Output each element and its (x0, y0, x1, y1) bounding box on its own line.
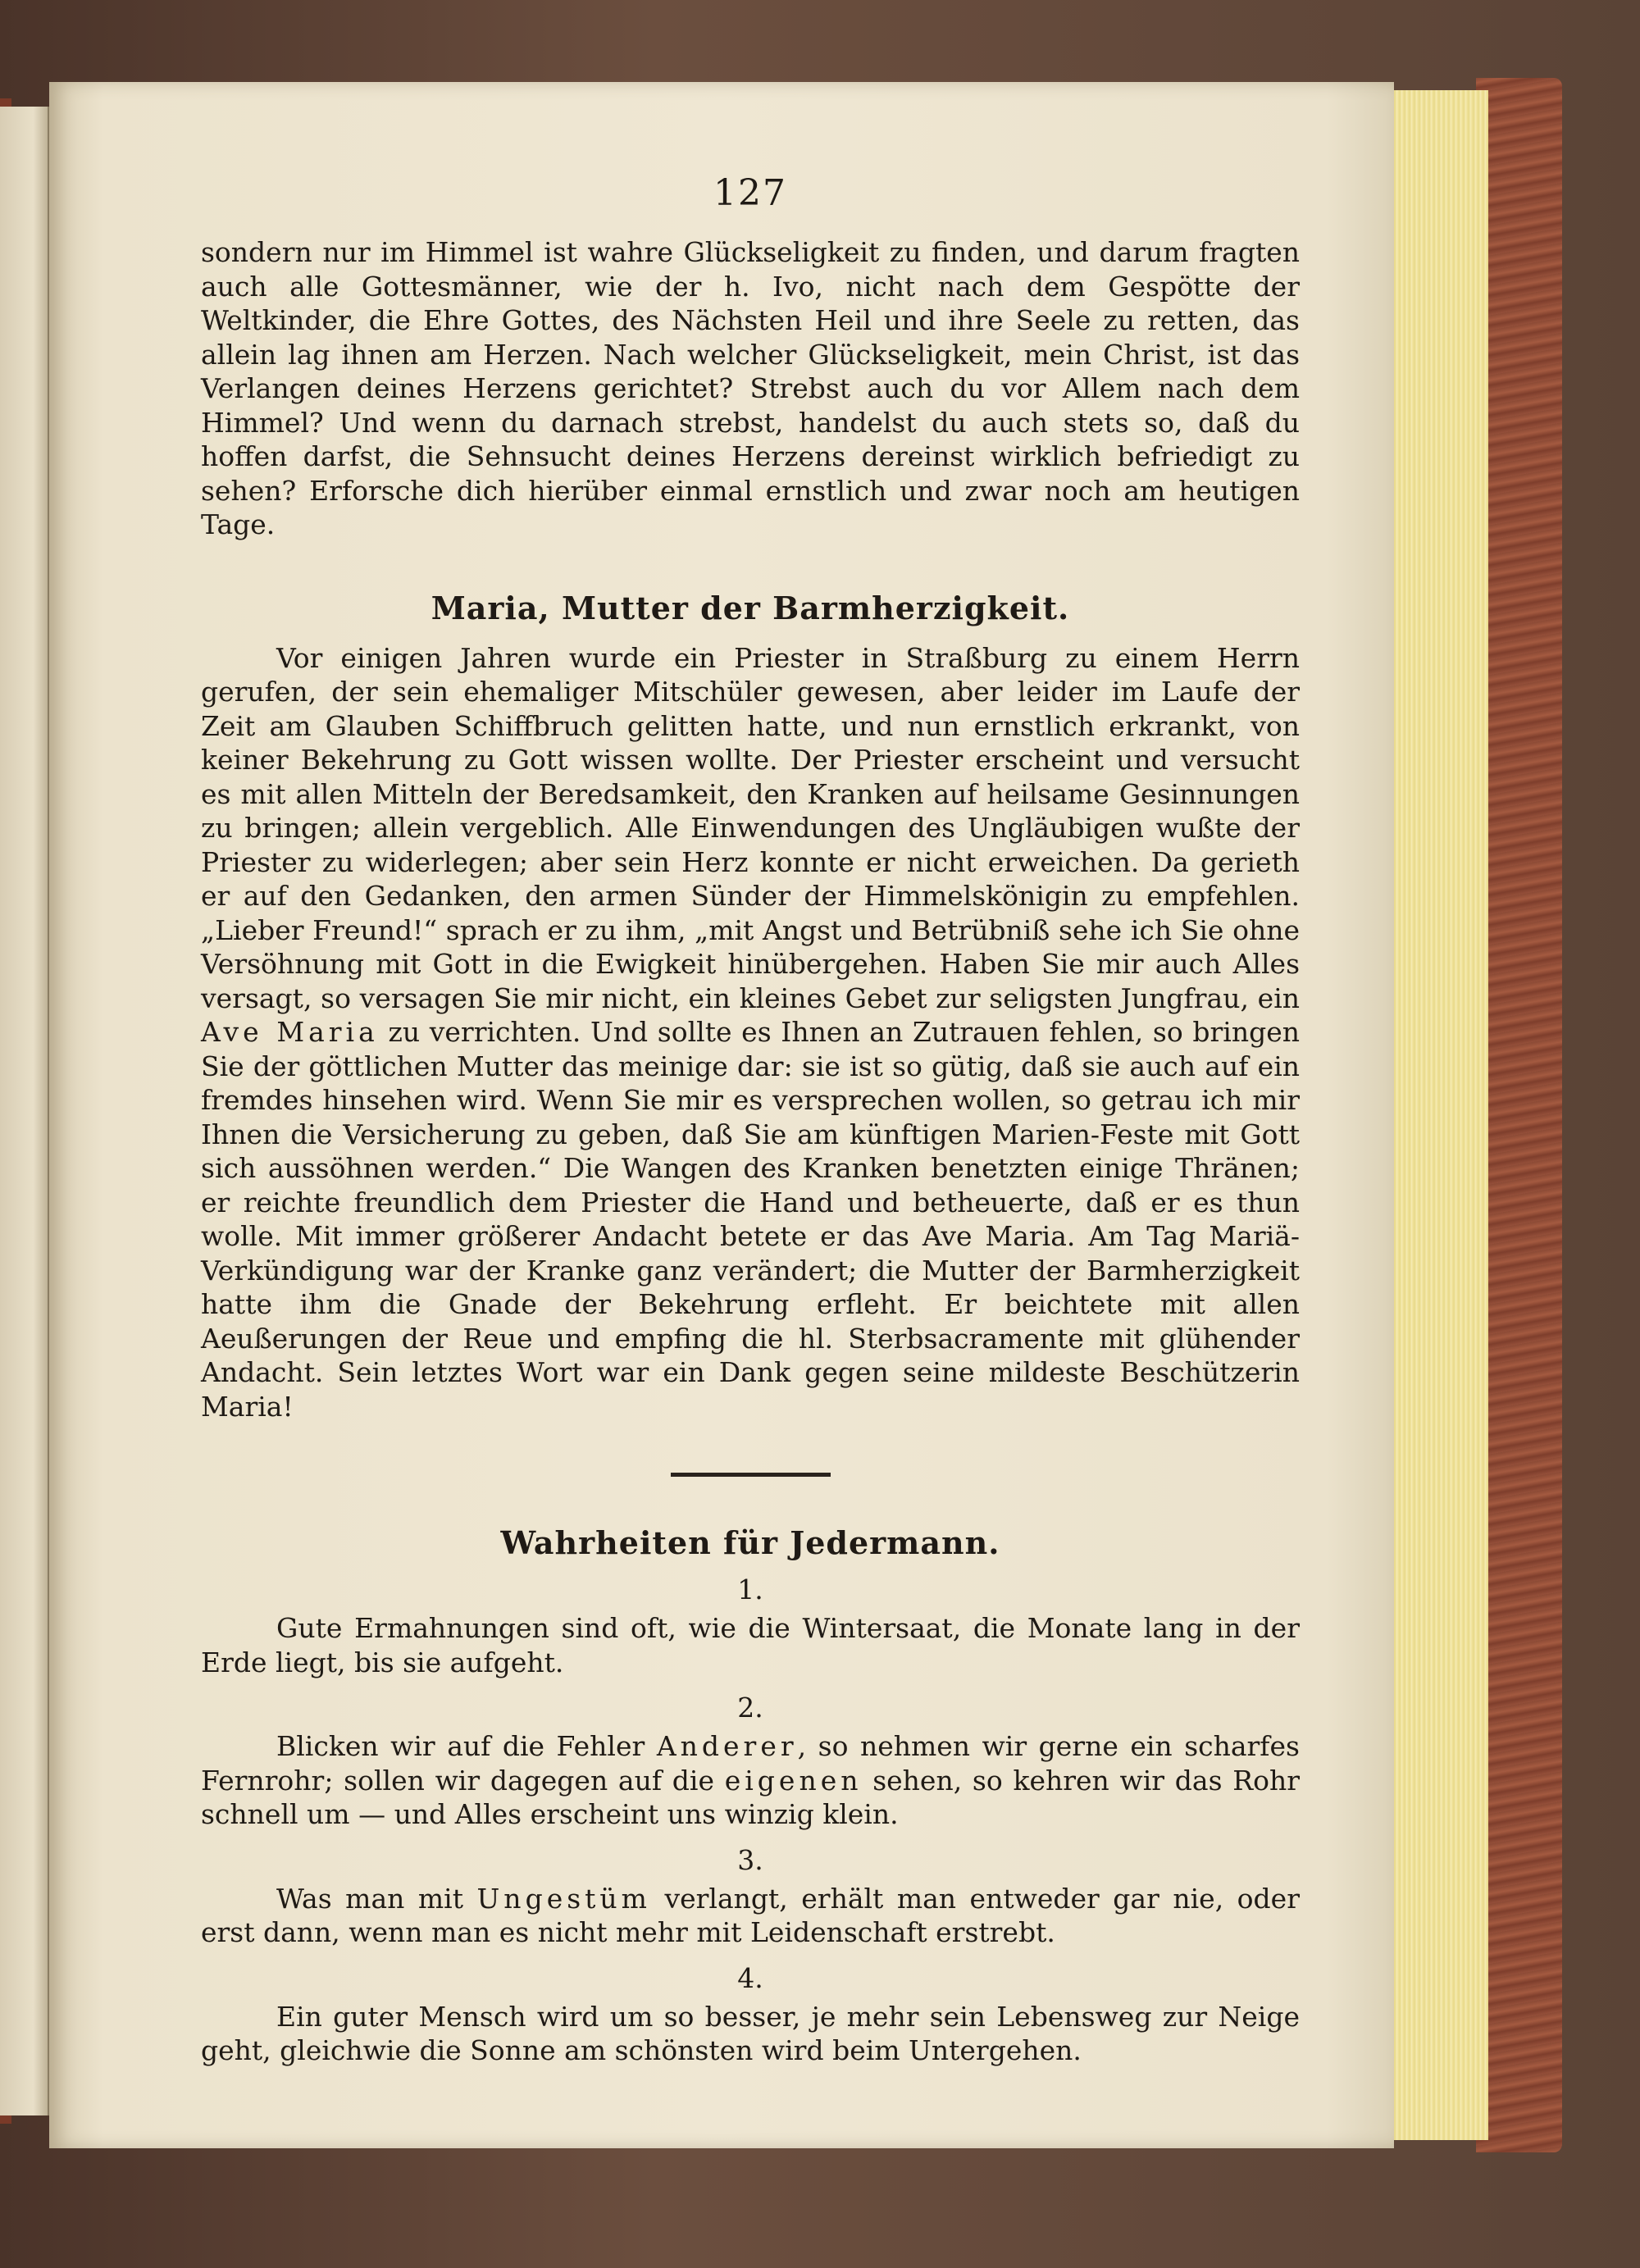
section-title-wahrheiten: Wahrheiten für Jedermann. (500, 1524, 1000, 1561)
truth-2-spaced-b: eigenen (724, 1764, 863, 1797)
section-title-maria: Maria, Mutter der Barmherzigkeit. (430, 589, 1070, 626)
truth-3-text-b: verlangt, erhält man entweder gar nie, oder erst dann, wenn man es nicht mehr mit Leidenschaft erstrebt. (201, 1882, 1300, 1948)
book-cover-right (1476, 78, 1562, 2152)
maria-paragraph (201, 641, 1300, 1424)
book-page (49, 82, 1394, 2148)
left-page-edge (0, 107, 49, 2115)
page-content (201, 172, 1300, 2140)
ave-maria-spaced: Ave Maria (201, 1016, 379, 1048)
intro-paragraph: sondern nur im Himmel ist wahre Glückseligkeit zu finden, und darum fragten auch alle Gottesmänner, wie der h. Ivo, nicht nach dem Gespötte der Weltkinder, die Ehre Gottes, des Nächsten Heil und ihre Seele zu retten, das allein lag ihnen am Herzen. Nach welcher Glückseligkeit, mein Christ, ist das Verlangen deines Herzens gerichtet? Strebst auch du vor Allem nach dem Himmel? Und wenn du darnach strebst, handelst du auch stets so, daß du hoffen darfst, die Sehnsucht deines Herzens dereinst wirklich befriedigt zu sehen? Erforsche dich hierüber einmal ernstlich und zwar noch am heutigen Tage. (201, 236, 1300, 540)
truth-item-1: Gute Ermahnungen sind oft, wie die Wintersaat, die Monate lang in der Erde liegt, bis sie aufgeht. (201, 1612, 1300, 1678)
section-divider (671, 1473, 831, 1477)
truth-2-text-a: Blicken wir auf die Fehler (276, 1730, 645, 1762)
truth-3-text-a: Was man mit (276, 1882, 463, 1915)
truth-item-3 (201, 1882, 1300, 1950)
page-edges (1378, 90, 1488, 2140)
maria-text-part2: zu verrichten. Und sollte es Ihnen an Zutrauen fehlen, so bringen Sie der göttlichen Mutter das meinige dar: sie ist so gütig, daß sie auch auf ein fremdes hinsehen wird. Wenn Sie mir es versprechen wollen, so getrau ich mir Ihnen die Versicherung zu geben, daß Sie am künftigen Marien-Feste mit Gott sich aussöhnen werden.“ Die Wangen des Kranken benetzten einige Thränen; er reichte freundlich dem Priester die Hand und betheuerte, daß er es thun wolle. Mit immer größerer Andacht betete er das Ave Maria. Am Tag Mariä-Verkündigung war der Kranke ganz verändert; die Mutter der Barmherzigkeit hatte ihm die Gnade der Bekehrung erfleht. Er beichtete mit allen Aeußerungen der Reue und empfing die hl. Sterbsacramente mit glühender Andacht. Sein letztes Wort war ein Dank gegen seine mildeste Beschützerin Maria! (201, 1016, 1300, 1423)
item-number-4: 4. (737, 1961, 763, 1994)
truth-2-spaced-a: Anderer (656, 1730, 798, 1762)
item-number-1: 1. (737, 1573, 763, 1605)
item-number-2: 2. (737, 1692, 763, 1724)
truth-3-spaced-a: Ungestüm (476, 1882, 651, 1915)
truth-2-text-b: , so nehmen wir gerne ein scharfes Fernrohr; sollen wir dagegen auf die (201, 1730, 1300, 1797)
maria-text-part1: Vor einigen Jahren wurde ein Priester in Straßburg zu einem Herrn gerufen, der sein ehemaliger Mitschüler gewesen, aber leider im Laufe der Zeit am Glauben Schiffbruch gelitten hatte, und nun ernstlich erkrankt, von keiner Bekehrung zu Gott wissen wollte. Der Priester erscheint und versucht es mit allen Mitteln der Beredsamkeit, den Kranken auf heilsame Gesinnungen zu bringen; allein vergeblich. Alle Einwendungen des Ungläubigen wußte der Priester zu widerlegen; aber sein Herz konnte er nicht erweichen. Da gerieth er auf den Gedanken, den armen Sünder der Himmelskönigin zu empfehlen. „Lieber Freund!“ sprach er zu ihm, „mit Angst und Betrübniß sehe ich Sie ohne Versöhnung mit Gott in die Ewigkeit hinübergehen. Haben Sie mir auch Alles versagt, so versagen Sie mir nicht, ein kleines Gebet zur seligsten Jungfrau, ein (201, 641, 1300, 1014)
truth-item-2 (201, 1729, 1300, 1832)
page-number: 127 (713, 172, 787, 214)
truth-2-text-c: sehen, so kehren wir das Rohr schnell um — und Alles erscheint uns winzig klein. (201, 1764, 1300, 1830)
truth-item-4: Ein guter Mensch wird um so besser, je mehr sein Lebensweg zur Neige geht, gleichwie die Sonne am schönsten wird beim Untergehen. (201, 2000, 1300, 2066)
item-number-3: 3. (737, 1843, 763, 1876)
